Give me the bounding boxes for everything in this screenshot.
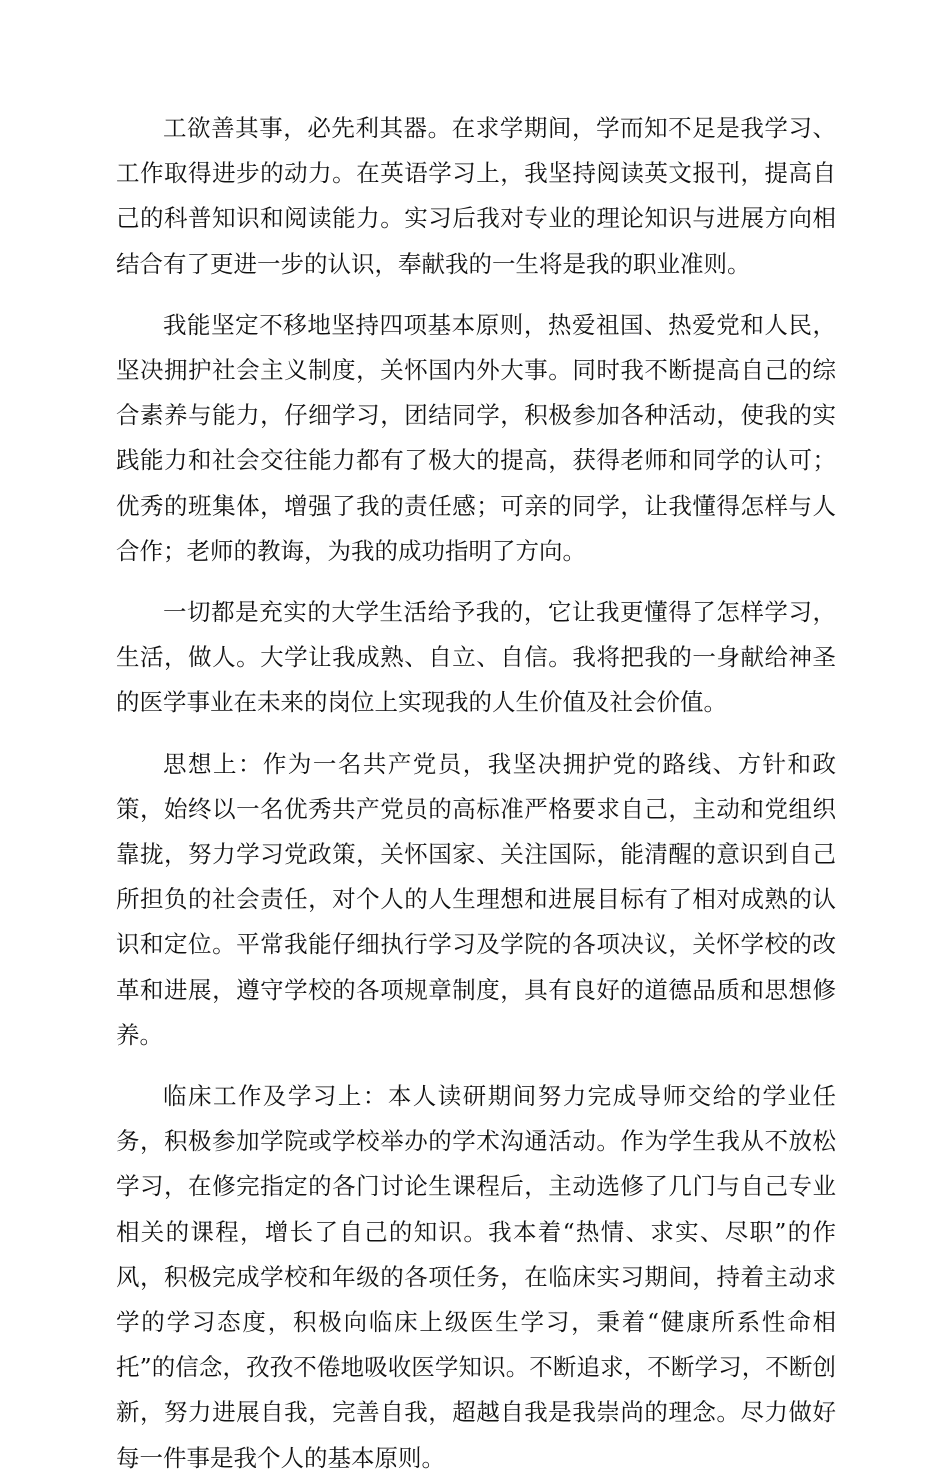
paragraph-ideology: 思想上：作为一名共产党员，我坚决拥护党的路线、方针和政策，始终以一名优秀共产党员的高标准严格要求自己，主动和党组织靠拢，努力学习党政策，关怀国家、关注国际，能清醒的意识到自己所担负的社会责任，对个人的人生理想和进展目标有了相对成熟的认识和定位。平常我能仔细执行学习及学院的各项决议，关怀学校的改革和进展，遵守学校的各项规章制度，具有良好的道德品质和思想修养。 — [116, 749, 836, 1049]
document-body — [116, 106, 836, 1481]
paragraph-principles-and-growth: 我能坚定不移地坚持四项基本原则，热爱祖国、热爱党和人民，坚决拥护社会主义制度，关怀国内外大事。同时我不断提高自己的综合素养与能力，仔细学习，团结同学，积极参加各种活动，使我的实践能力和社会交往能力都有了极大的提高，获得老师和同学的认可；优秀的班集体，增强了我的责任感；可亲的同学，让我懂得怎样与人合作；老师的教诲，为我的成功指明了方向。 — [116, 310, 836, 565]
paragraph-university-life: 一切都是充实的大学生活给予我的，它让我更懂得了怎样学习，生活，做人。大学让我成熟、自立、自信。我将把我的一身献给神圣的医学事业在未来的岗位上实现我的人生价值及社会价值。 — [116, 598, 836, 717]
paragraph-clinical-work-and-study: 临床工作及学习上：本人读研期间努力完成导师交给的学业任务，积极参加学院或学校举办的学术沟通活动。作为学生我从不放松学习，在修完指定的各门讨论生课程后，主动选修了几门与自己专业相关的课程，增长了自己的知识。我本着“热情、求实、尽职”的作风，积极完成学校和年级的各项任务，在临床实习期间，持着主动求学的学习态度，积极向临床上级医生学习，秉着“健康所系性命相托”的信念，孜孜不倦地吸收医学知识。不断追求，不断学习，不断创新，努力进展自我，完善自我，超越自我是我崇尚的理念。尽力做好每一件事是我个人的基本原则。 — [116, 1082, 836, 1472]
paragraph-tools-and-learning: 工欲善其事，必先利其器。在求学期间，学而知不足是我学习、工作取得进步的动力。在英语学习上，我坚持阅读英文报刊，提高自己的科普知识和阅读能力。实习后我对专业的理论知识与进展方向相结合有了更进一步的认识，奉献我的一生将是我的职业准则。 — [116, 114, 836, 278]
